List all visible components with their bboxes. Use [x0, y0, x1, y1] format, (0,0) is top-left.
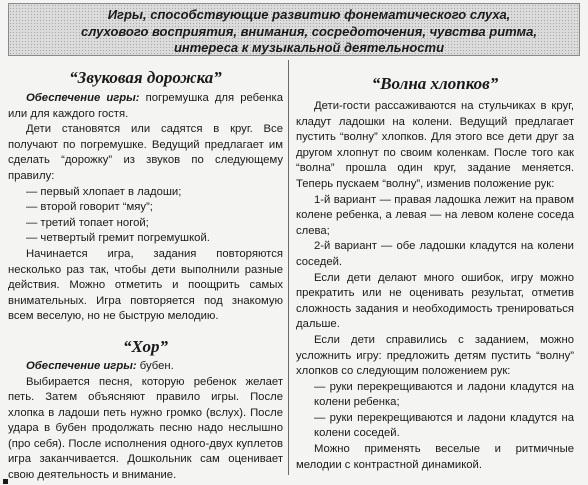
list-item: — руки перекрещиваются и ладони кладутся на колени ребенка; [314, 380, 574, 409]
game-title: “Хор” [123, 336, 168, 356]
game-zvukovaya-dorozhka [8, 68, 283, 325]
game-paragraph: Если дети справились с заданием, можно усложнить игру: предложить детям пустить “волну” хлопков со следующим положением рук: [296, 333, 574, 378]
game-title: “Волна хлопков” [371, 74, 499, 93]
column-divider [288, 60, 289, 475]
corner-mark [3, 479, 8, 484]
title-line: интереса к музыкальной деятельности [173, 40, 445, 55]
list-item: — третий топает ногой; [26, 216, 149, 229]
game-equipment [8, 91, 283, 122]
title-line: слухового восприятия, внимания, сосредоточения, чувства ритма, [81, 23, 537, 39]
left-column [8, 60, 283, 484]
game-paragraph: Выбирается песня, которую ребенок желает петь. Затем объясняют правило игры. После хлопка в ладоши петь нужно громко (вслух). После удара в бубен продолжать песню надо неслышно (про себя). После исполнения одного-двух куплетов игра заканчивается. Дошкольник сам оценивает свою деятельность и внимание. [8, 375, 283, 482]
equipment-label: Обеспечение игры: [26, 359, 137, 372]
game-equipment [8, 359, 283, 375]
game-variant: 1-й вариант — правая ладошка лежит на правом колене ребенка, а левая — на левом колене соседа слева; [296, 193, 574, 237]
game-volna-khlopkov [296, 74, 574, 473]
game-paragraph: Дети-гости рассаживаются на стульчиках в круг, кладут ладошки на колени. Ведущий предлагает пустить “волну” хлопков. Для этого все дети друг за другом хлопнут по своим коленкам. После того как “волна” прошла один круг, задание меняется. Теперь пускаем “волну”, изменив положение рук: [296, 100, 574, 190]
list-item: — четвертый гремит погремушкой. [26, 232, 210, 245]
title-line: Игры, способствующие развитию фонематического слуха, [107, 7, 511, 22]
game-variant: 2-й вариант — обе ладошки кладутся на колени соседей. [296, 240, 574, 268]
game-khor [8, 337, 283, 484]
game-paragraph: Начинается игра, задания повторяются несколько раз так, чтобы дети выполнили разные действия. Можно отметить и поощрить самых внимательных. Игра повторяется под знакомую всем веселую, но не быструю мелодию. [8, 247, 283, 323]
equipment-label: Обеспечение игры: [26, 92, 140, 104]
right-column [296, 60, 574, 473]
game-title: “Звуковая дорожка” [69, 68, 222, 87]
list-item: — первый хлопает в ладоши; [26, 185, 182, 198]
page-title [69, 7, 549, 57]
list-item: — руки перекрещиваются и ладони кладутся на колени соседей. [314, 411, 574, 440]
list-item: — второй говорит “мяу”; [26, 201, 153, 214]
equipment-text: погремушка для ребенка или для каждого гостя. [8, 92, 283, 120]
game-paragraph: Если дети делают много ошибок, игру можно прекратить или не оценивать результат, отметив сложность задания и необходимость тренироваться дальше. [296, 271, 574, 331]
title-banner [8, 3, 580, 56]
game-paragraph: Можно применять веселые и ритмичные мелодии с контрастной динамикой. [296, 443, 574, 471]
game-paragraph: Дети становятся или садятся в круг. Все получают по погремушке. Ведущий предлагает им сделать “дорожку” из звуков по следующему правилу: [8, 123, 283, 182]
equipment-text: бубен. [136, 359, 174, 372]
